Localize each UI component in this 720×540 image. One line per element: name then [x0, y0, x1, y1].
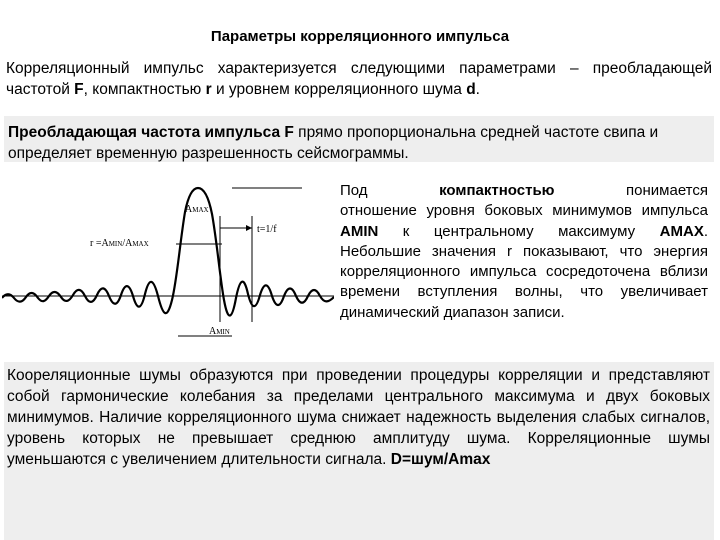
noise-text: Кооpеляционные шумы образуются при проведении процедуры корреляции и представляют собой гармонические колебания за пределами центрального максимума и двух боковых минимумов. Наличие корреляционного шума снижает надежность выделения слабых сигналов, уровень которых не превышает среднюю амплитуду шума. Корреляционные шумы уменьшаются с увеличением длительности сигнала.	[7, 367, 710, 468]
r-ratio-label: r =AMIN/AMAX	[90, 238, 149, 249]
compactness-word-3: понимается	[626, 182, 708, 199]
amin-label: AMIN	[209, 326, 230, 337]
noise-formula: D=шум/Amax	[390, 451, 491, 468]
intro-text-1: Корреляционный импульс характеризуется следующими параметрами – преобладающей частотой	[6, 60, 712, 98]
period-label: t=1/f	[257, 224, 277, 235]
intro-paragraph	[6, 58, 712, 100]
intro-symbol-r: r	[205, 81, 212, 98]
period-arrowhead	[246, 225, 252, 231]
pulse-waveform-diagram	[2, 182, 334, 348]
compactness-text-1: отношение уровня боковых минимумов импульса	[340, 202, 708, 220]
compactness-amax: AMAX	[659, 222, 704, 240]
compactness-lead-line	[340, 181, 708, 201]
compactness-text-3: . Небольшие значения r показывают, что энергия корреляционного импульса сосредоточена вблизи времени вступления волны, что увеличивает динамический диапазон записи.	[340, 222, 708, 321]
correlation-pulse-figure	[2, 182, 334, 348]
compactness-word-2: компактностью	[439, 182, 555, 199]
frequency-paragraph	[4, 116, 714, 162]
intro-text-3: и уровнем корреляционного шума	[211, 81, 467, 98]
compactness-text-2: к центральному максимуму	[378, 222, 660, 240]
compactness-paragraph	[340, 181, 708, 323]
compactness-word-1: Под	[340, 182, 368, 199]
slide-title: Параметры корреляционного импульса	[210, 28, 510, 45]
compactness-amin: AMIN	[340, 222, 379, 240]
frequency-text: прямо пропорциональна средней частоте свипа и определяет временную разрешенность сейсмограммы.	[8, 124, 659, 162]
frequency-lead: Преобладающая частота импульса F	[8, 124, 294, 141]
intro-text-4: .	[475, 81, 480, 98]
noise-paragraph	[4, 362, 714, 540]
amax-label: AMAX	[185, 204, 209, 215]
intro-symbol-d: d	[466, 81, 476, 98]
intro-symbol-f: F	[74, 81, 84, 98]
intro-text-2: , компактностью	[83, 81, 206, 98]
